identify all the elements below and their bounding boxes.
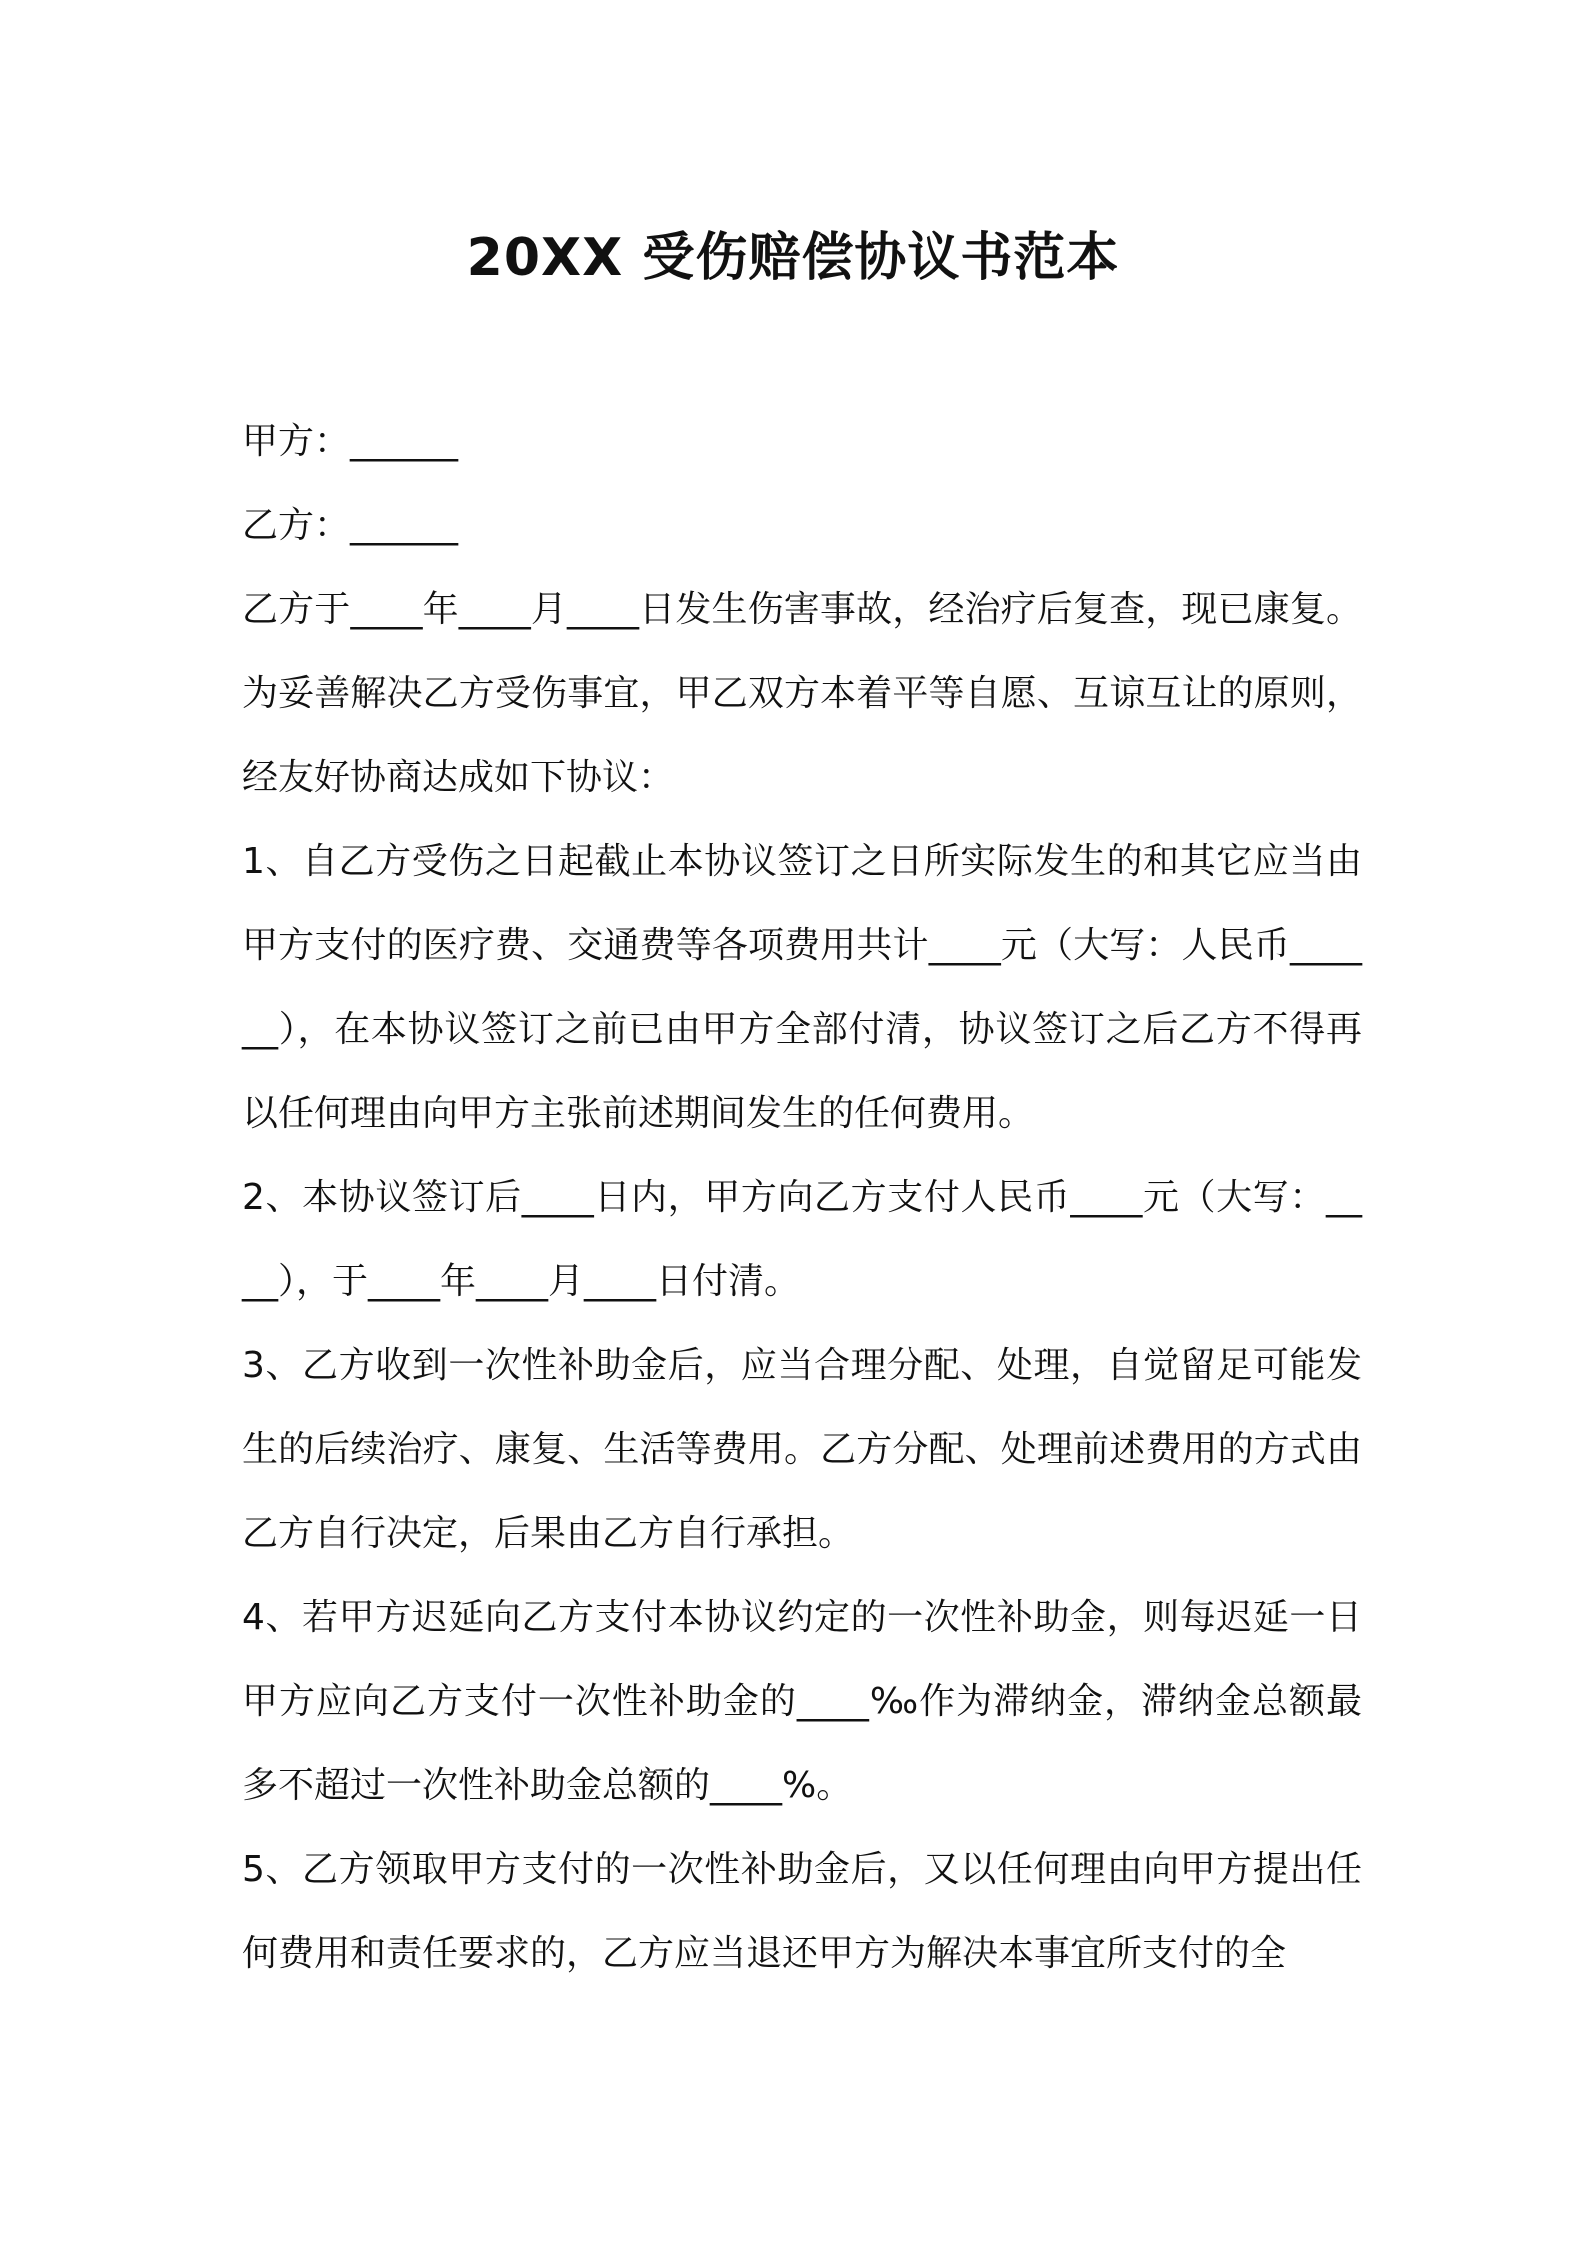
clause-1: 1、自乙方受伤之日起截止本协议签订之日所实际发生的和其它应当由甲方支付的医疗费、交通费等各项费用共计____元（大写：人民币______），在本协议签订之前已由甲方全部付清，协议签订之后乙方不得再以任何理由向甲方主张前述期间发生的任何费用。 (242, 841, 1362, 1134)
intro-paragraph: 乙方于____年____月____日发生伤害事故，经治疗后复查，现已康复。为妥善解决乙方受伤事宜，甲乙双方本着平等自愿、互谅互让的原则，经友好协商达成如下协议： (242, 589, 1362, 798)
document-body (242, 400, 1362, 1996)
clause-5: 5、乙方领取甲方支付的一次性补助金后，又以任何理由向甲方提出任何费用和责任要求的，乙方应当退还甲方为解决本事宜所支付的全 (242, 1849, 1362, 1974)
party-a-line: 甲方：______ (242, 421, 459, 462)
clause-3: 3、乙方收到一次性补助金后，应当合理分配、处理，自觉留足可能发生的后续治疗、康复、生活等费用。乙方分配、处理前述费用的方式由乙方自行决定，后果由乙方自行承担。 (242, 1345, 1362, 1554)
party-b-line: 乙方：______ (242, 505, 459, 546)
clause-2: 2、本协议签订后____日内，甲方向乙方支付人民币____元（大写：____），于____年____月____日付清。 (242, 1177, 1362, 1302)
clause-4: 4、若甲方迟延向乙方支付本协议约定的一次性补助金，则每迟延一日甲方应向乙方支付一次性补助金的____‰作为滞纳金，滞纳金总额最多不超过一次性补助金总额的____%。 (242, 1597, 1362, 1806)
document-title: 20XX 受伤赔偿协议书范本 (466, 228, 1120, 288)
